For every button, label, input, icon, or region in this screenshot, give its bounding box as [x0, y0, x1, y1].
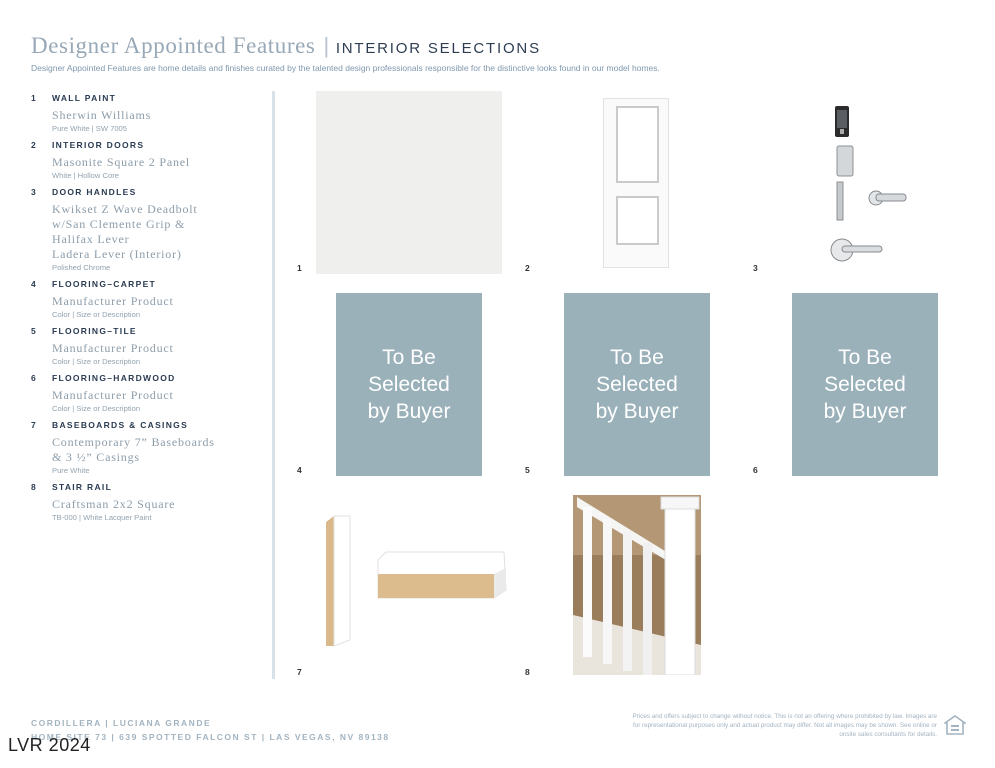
item-label: STAIR RAIL [52, 482, 113, 492]
to-be-selected-placeholder: To Be Selected by Buyer [564, 293, 710, 476]
page-subtitle: INTERIOR SELECTIONS [335, 40, 541, 57]
selection-item: 1 WALL PAINT Sherwin Williams Pure White | SW 7005 [31, 93, 266, 133]
to-be-selected-placeholder: To Be Selected by Buyer [792, 293, 938, 476]
item-product: Manufacturer Product [52, 294, 174, 308]
footer-address: CORDILLERA | LUCIANA GRANDE HOME SITE 73 | 639 SPOTTED FALCON ST | LAS VEGAS, NV 89138 [31, 718, 390, 742]
watermark: LVR 2024 [8, 735, 91, 755]
page-header [31, 33, 975, 59]
image-number: 4 [297, 465, 302, 475]
item-label: DOOR HANDLES [52, 187, 137, 197]
image-number: 8 [525, 667, 530, 677]
item-label: BASEBOARDS & CASINGS [52, 420, 189, 430]
selection-item: 7 BASEBOARDS & CASINGS Contemporary 7” Baseboards & 3 ½” Casings Pure White [31, 420, 266, 475]
selection-item: 3 DOOR HANDLES Kwikset Z Wave Deadbolt w/San Clemente Grip & Halifax Lever Ladera Lever (Interior) Polished Chrome [31, 187, 266, 272]
item-label: FLOORING–CARPET [52, 279, 157, 289]
to-be-selected-placeholder: To Be Selected by Buyer [336, 293, 482, 476]
item-detail: Color | Size or Description [52, 310, 141, 319]
selection-item: 5 FLOORING–TILE Manufacturer Product Color | Size or Description [31, 326, 266, 366]
item-product: Craftsman 2x2 Square [52, 497, 176, 511]
image-number: 5 [525, 465, 530, 475]
title-separator: | [323, 33, 330, 58]
vertical-divider [272, 91, 275, 679]
selection-item: 2 INTERIOR DOORS Masonite Square 2 Panel White | Hollow Core [31, 140, 266, 180]
item-product: Manufacturer Product [52, 388, 174, 402]
interior-door-image [603, 98, 669, 268]
item-detail: TB-000 | White Lacquer Paint [52, 513, 152, 522]
item-detail: Color | Size or Description [52, 357, 141, 366]
item-detail: Color | Size or Description [52, 404, 141, 413]
image-number: 7 [297, 667, 302, 677]
item-detail: Pure White | SW 7005 [52, 124, 127, 133]
wall-paint-swatch [316, 91, 502, 274]
door-handles-image [826, 104, 908, 266]
equal-housing-icon [944, 714, 966, 736]
item-label: FLOORING–TILE [52, 326, 137, 336]
item-detail: Pure White [52, 466, 90, 475]
intro-text: Designer Appointed Features are home details and finishes curated by the talented design professionals responsible for the distinctive looks found in our model homes. [31, 63, 660, 73]
item-product: Sherwin Williams [52, 108, 152, 122]
stair-rail-image [573, 495, 701, 675]
selection-item: 6 FLOORING–HARDWOOD Manufacturer Product Color | Size or Description [31, 373, 266, 413]
disclaimer-text: Prices and offers subject to change without notice. This is not an offering where prohibited by law. Images are for representational purposes only and actual product may differ. Not all images may be shown. See online or onsite sales consultants for details. [632, 713, 937, 738]
item-product: Manufacturer Product [52, 341, 174, 355]
item-detail: White | Hollow Core [52, 171, 119, 180]
item-label: WALL PAINT [52, 93, 117, 103]
image-number: 1 [297, 263, 302, 273]
image-number: 6 [753, 465, 758, 475]
selection-item: 8 STAIR RAIL Craftsman 2x2 Square TB-000 | White Lacquer Paint [31, 482, 266, 522]
item-product: Kwikset Z Wave Deadbolt w/San Clemente Grip & Halifax Lever Ladera Lever (Interior) [52, 202, 198, 261]
item-product: Masonite Square 2 Panel [52, 155, 191, 169]
image-number: 2 [525, 263, 530, 273]
page-title: Designer Appointed Features | INTERIOR SELECTIONS [31, 33, 541, 58]
selection-item: 4 FLOORING–CARPET Manufacturer Product Color | Size or Description [31, 279, 266, 319]
selections-list [31, 93, 266, 529]
item-detail: Polished Chrome [52, 263, 111, 272]
item-label: FLOORING–HARDWOOD [52, 373, 176, 383]
item-product: Contemporary 7” Baseboards & 3 ½” Casings [52, 435, 215, 464]
baseboards-casings-image [324, 512, 510, 648]
image-number: 3 [753, 263, 758, 273]
item-label: INTERIOR DOORS [52, 140, 145, 150]
